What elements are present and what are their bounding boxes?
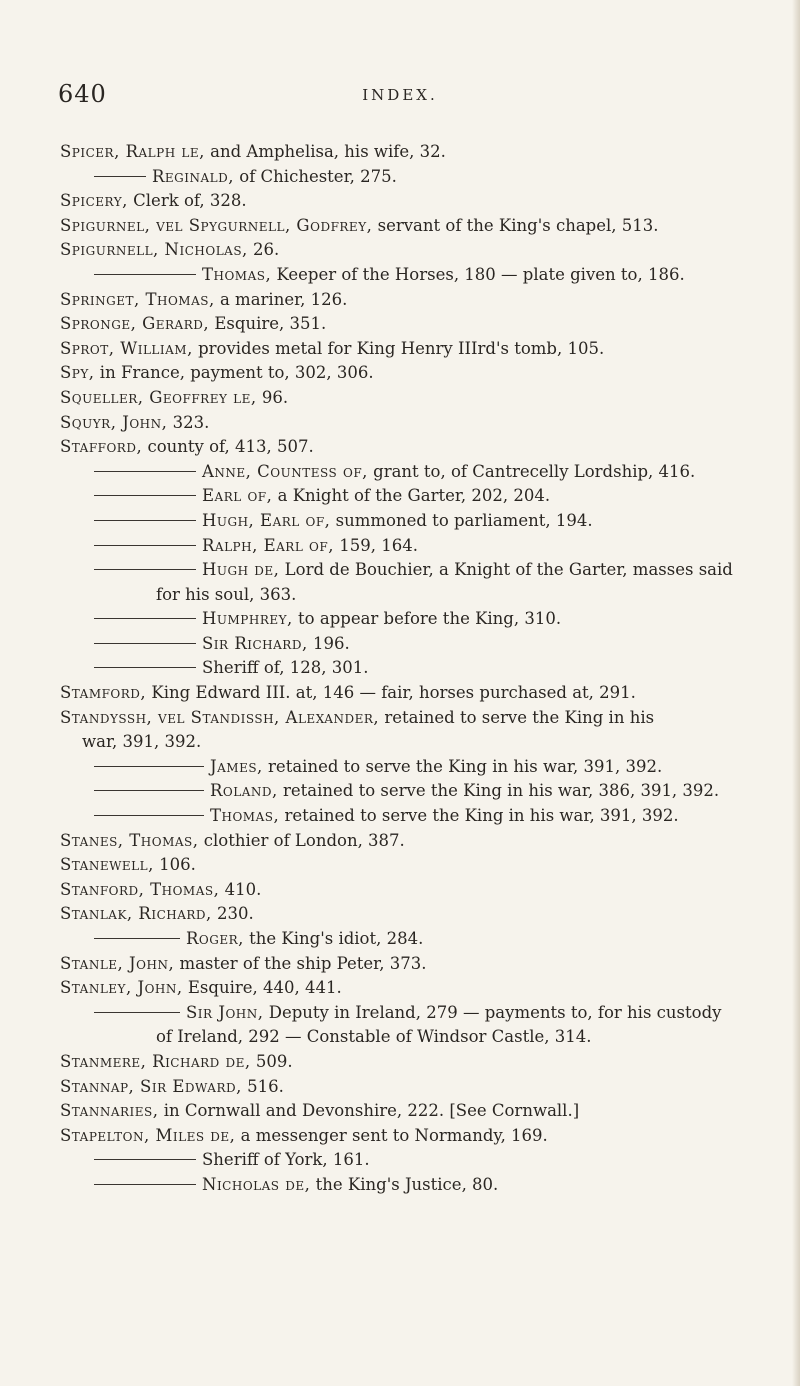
entry-name: Thomas, — [202, 264, 272, 284]
index-entry — [60, 1075, 770, 1100]
page-number: 640 — [58, 80, 107, 108]
index-entry — [60, 1099, 770, 1124]
entry-name: Spigurnell, Nicholas, — [60, 240, 248, 260]
entry-name: Hugh, Earl of, — [202, 510, 331, 530]
entry-line — [60, 238, 770, 263]
entry-line — [60, 411, 770, 436]
entry-line — [94, 755, 770, 780]
entry-line — [60, 288, 770, 313]
index-entry — [60, 878, 770, 903]
entry-line — [60, 435, 770, 460]
entry-text: 410. — [219, 879, 262, 899]
index-entry — [60, 411, 770, 436]
entry-text: Esquire, 440, 441. — [182, 978, 342, 998]
entry-line — [94, 927, 770, 952]
entry-name: Standyssh, vel Standissh, Alexander, — [60, 707, 380, 727]
entry-continuation: of Ireland, 292 — Constable of Windsor Castle, 314. — [156, 1027, 592, 1047]
entry-line — [94, 165, 770, 190]
index-entry — [60, 435, 770, 460]
index-entry — [60, 853, 770, 878]
entry-text: to appear before the King, 310. — [292, 609, 562, 629]
entry-text: Esquire, 351. — [209, 314, 327, 334]
entry-text: 509. — [250, 1051, 293, 1071]
entry-name: Stanle, John, — [60, 953, 175, 973]
index-entry — [60, 189, 770, 214]
entry-line — [60, 337, 770, 362]
entry-name: Sir Richard, — [202, 633, 308, 653]
index-entry — [60, 484, 770, 509]
entry-name: Stanley, John, — [60, 978, 183, 998]
ditto-dash — [94, 545, 196, 546]
index-entry — [60, 238, 770, 263]
ditto-dash — [94, 1184, 196, 1185]
index-entry — [60, 681, 770, 706]
entry-text: of Chichester, 275. — [234, 166, 397, 186]
entry-name: Hugh de, — [202, 560, 280, 580]
entry-text: Clerk of, 328. — [127, 191, 247, 211]
ditto-dash — [94, 1012, 180, 1013]
entry-name: Reginald, — [152, 166, 235, 186]
entry-text: grant to, of Cantrecelly Lordship, 416. — [367, 461, 696, 481]
entry-line — [94, 804, 770, 829]
entry-name: Spronge, Gerard, — [60, 314, 210, 334]
ditto-dash — [94, 815, 204, 816]
entry-text: provides metal for King Henry IIIrd's tomb, 105. — [192, 338, 605, 358]
ditto-dash — [94, 274, 196, 275]
index-entry — [60, 361, 770, 386]
index-entry — [60, 288, 770, 313]
entry-text: Lord de Bouchier, a Knight of the Garter, masses said — [279, 560, 733, 580]
entry-line — [94, 1001, 770, 1026]
entry-text: master of the ship Peter, 373. — [174, 953, 427, 973]
entry-line — [60, 681, 770, 706]
entry-line — [60, 902, 770, 927]
entry-text: and Amphelisa, his wife, 32. — [204, 142, 446, 161]
index-entry — [60, 386, 770, 411]
entry-name: Stanewell, — [60, 855, 154, 875]
ditto-dash — [94, 520, 196, 521]
entry-text: retained to serve the King in his — [379, 707, 655, 727]
index-entry — [60, 312, 770, 337]
entry-text: 230. — [211, 904, 254, 924]
entry-name: Stanes, Thomas, — [60, 830, 199, 850]
index-entry — [60, 140, 770, 165]
index-entry — [60, 632, 770, 657]
entry-name: James, — [210, 756, 263, 776]
entry-line — [60, 829, 770, 854]
entry-line — [60, 361, 770, 386]
entry-name: Springet, Thomas, — [60, 289, 215, 309]
entry-name: Spicery, — [60, 191, 128, 211]
entry-name: Humphrey, — [202, 609, 293, 629]
index-entry — [60, 976, 770, 1001]
page-edge — [792, 0, 800, 1386]
ditto-dash — [94, 790, 204, 791]
entry-line — [94, 632, 770, 657]
ditto-dash — [94, 667, 196, 668]
index-entry — [60, 656, 770, 681]
entry-name: Nicholas de, — [202, 1174, 311, 1194]
entry-continuation: war, 391, 392. — [82, 732, 202, 752]
entry-line — [94, 656, 770, 681]
entry-line — [60, 878, 770, 903]
entry-text: 159, 164. — [333, 535, 418, 555]
entry-line — [94, 484, 770, 509]
index-list — [60, 140, 770, 1198]
index-entry — [60, 927, 770, 952]
index-entry — [60, 952, 770, 977]
entry-text: a messenger sent to Normandy, 169. — [235, 1125, 548, 1145]
entry-line — [60, 952, 770, 977]
entry-name: Ralph, Earl of, — [202, 535, 334, 555]
entry-text: Keeper of the Horses, 180 — plate given to, 186. — [271, 264, 685, 284]
entry-text: 26. — [247, 240, 280, 260]
entry-line — [60, 140, 770, 165]
index-entry — [60, 829, 770, 854]
entry-text: 196. — [307, 633, 350, 653]
entry-line — [94, 509, 770, 534]
entry-name: Spigurnel, vel Spygurnell, Godfrey, — [60, 215, 373, 235]
entry-name: Stafford, — [60, 437, 143, 457]
index-entry — [60, 779, 770, 804]
entry-line — [60, 1099, 770, 1124]
index-entry — [60, 165, 770, 190]
entry-line — [94, 607, 770, 632]
entry-line — [60, 312, 770, 337]
entry-line — [94, 779, 770, 804]
index-entry — [60, 607, 770, 632]
entry-name: Earl of, — [202, 486, 273, 506]
index-entry — [60, 755, 770, 780]
entry-name: Stannaries, — [60, 1101, 159, 1121]
entry-name: Stanmere, Richard de, — [60, 1051, 251, 1071]
index-entry — [60, 706, 770, 755]
entry-text: in Cornwall and Devonshire, 222. [See Cornwall.] — [158, 1101, 580, 1121]
index-entry — [60, 1050, 770, 1075]
entry-line — [60, 1075, 770, 1100]
entry-name: Spicer, Ralph le, — [60, 142, 205, 161]
entry-line — [60, 386, 770, 411]
entry-name: Roland, — [210, 781, 278, 801]
index-entry — [60, 902, 770, 927]
entry-text: the King's Justice, 80. — [310, 1174, 499, 1194]
entry-name: Stamford, — [60, 683, 147, 703]
entry-line — [60, 214, 770, 239]
entry-text: a Knight of the Garter, 202, 204. — [272, 486, 551, 506]
entry-line — [60, 1124, 770, 1149]
index-entry — [60, 558, 770, 607]
entry-text: Deputy in Ireland, 279 — payments to, for his custody — [263, 1002, 722, 1022]
ditto-dash — [94, 938, 180, 939]
ditto-dash — [94, 176, 146, 177]
entry-line — [60, 976, 770, 1001]
index-entry — [60, 1173, 770, 1198]
entry-name: Squyr, John, — [60, 412, 168, 432]
entry-name: Squeller, Geoffrey le, — [60, 387, 257, 407]
entry-name: Spy, — [60, 363, 95, 383]
entry-name: Anne, Countess of, — [202, 461, 368, 481]
index-entry — [60, 804, 770, 829]
index-entry — [60, 337, 770, 362]
entry-name: Sprot, William, — [60, 338, 193, 358]
entry-text: 516. — [241, 1076, 284, 1096]
index-entry — [60, 1124, 770, 1149]
entry-text: summoned to parliament, 194. — [330, 510, 593, 530]
entry-text: 106. — [153, 855, 196, 875]
ditto-dash — [94, 618, 196, 619]
entry-text: a mariner, 126. — [214, 289, 348, 309]
index-entry — [60, 460, 770, 485]
entry-name: Thomas, — [210, 806, 280, 826]
entry-line — [60, 189, 770, 214]
entry-continuation: for his soul, 363. — [156, 584, 297, 604]
entry-text: the King's idiot, 284. — [243, 929, 424, 948]
ditto-dash — [94, 471, 196, 472]
ditto-dash — [94, 643, 196, 644]
entry-text: clothier of London, 387. — [198, 830, 405, 850]
index-entry — [60, 534, 770, 559]
index-entry — [60, 263, 770, 288]
entry-text: retained to serve the King in his war, 391, 392. — [279, 806, 679, 826]
entry-name: Stanlak, Richard, — [60, 904, 212, 924]
running-header: INDEX. — [362, 86, 438, 104]
entry-text: servant of the King's chapel, 513. — [372, 215, 659, 235]
entry-name: Sir John, — [186, 1002, 264, 1022]
entry-text: 96. — [256, 387, 289, 407]
entry-name: Stannap, Sir Edward, — [60, 1076, 242, 1096]
entry-line — [60, 853, 770, 878]
entry-text: King Edward III. at, 146 — fair, horses purchased at, 291. — [146, 683, 636, 703]
entry-text: retained to serve the King in his war, 391, 392. — [262, 756, 663, 776]
entry-line — [94, 263, 770, 288]
entry-line — [94, 1173, 770, 1198]
entry-text: Sheriff of, 128, 301. — [202, 658, 369, 678]
ditto-dash — [94, 766, 204, 767]
entry-line — [94, 1148, 770, 1173]
index-entry — [60, 1001, 770, 1050]
entry-text: in France, payment to, 302, 306. — [94, 363, 374, 383]
ditto-dash — [94, 1159, 196, 1160]
index-entry — [60, 509, 770, 534]
entry-line — [94, 558, 770, 583]
entry-name: Stapelton, Miles de, — [60, 1125, 236, 1145]
entry-line — [60, 1050, 770, 1075]
entry-name: Roger, — [186, 929, 244, 948]
entry-text: Sheriff of York, 161. — [202, 1150, 370, 1170]
index-entry — [60, 214, 770, 239]
entry-name: Stanford, Thomas, — [60, 879, 220, 899]
ditto-dash — [94, 495, 196, 496]
entry-line — [60, 706, 770, 731]
entry-text: retained to serve the King in his war, 386, 391, 392. — [277, 781, 720, 801]
entry-line — [94, 534, 770, 559]
ditto-dash — [94, 569, 196, 570]
index-entry — [60, 1148, 770, 1173]
entry-text: 323. — [167, 412, 210, 432]
entry-line — [94, 460, 770, 485]
entry-text: county of, 413, 507. — [142, 437, 314, 457]
